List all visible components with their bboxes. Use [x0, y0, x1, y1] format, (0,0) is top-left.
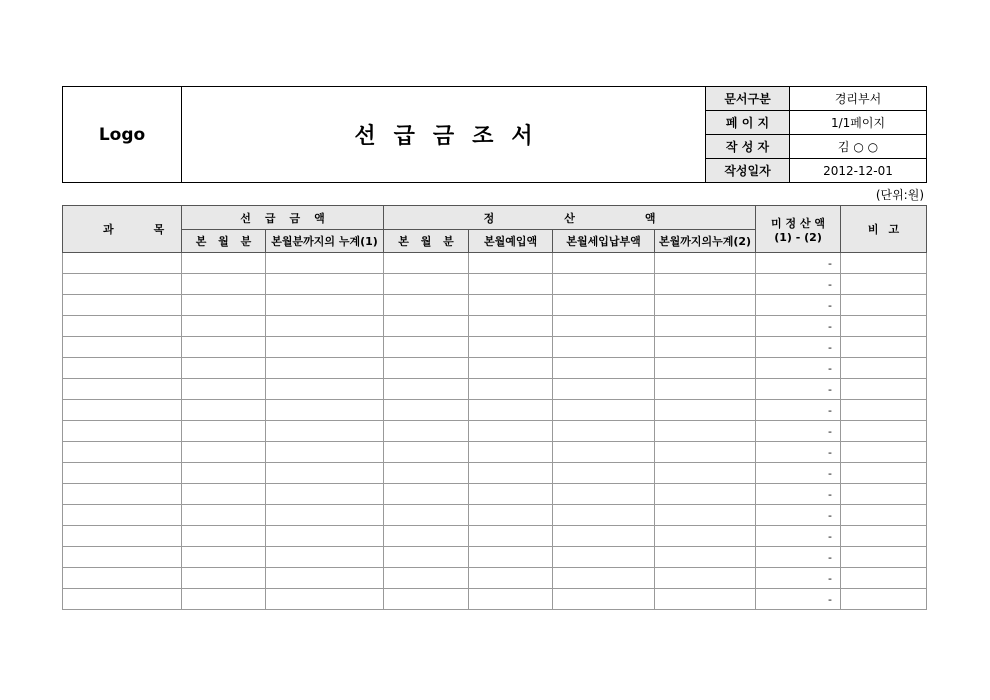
table-cell[interactable]: [266, 337, 384, 358]
table-cell[interactable]: [266, 253, 384, 274]
table-cell[interactable]: [182, 463, 266, 484]
table-cell[interactable]: [469, 442, 553, 463]
table-cell[interactable]: [469, 274, 553, 295]
table-cell[interactable]: [553, 568, 655, 589]
table-cell[interactable]: [655, 358, 756, 379]
table-cell[interactable]: [266, 526, 384, 547]
table-cell[interactable]: [384, 358, 469, 379]
table-cell[interactable]: [469, 484, 553, 505]
table-cell[interactable]: [182, 274, 266, 295]
table-cell[interactable]: [182, 337, 266, 358]
table-cell[interactable]: [182, 400, 266, 421]
table-cell[interactable]: [553, 253, 655, 274]
unsettled-cell[interactable]: -: [756, 295, 841, 316]
table-cell[interactable]: [841, 421, 927, 442]
unsettled-cell[interactable]: -: [756, 463, 841, 484]
table-cell[interactable]: [63, 547, 182, 568]
table-cell[interactable]: [655, 253, 756, 274]
table-row: [63, 442, 927, 463]
table-cell[interactable]: [469, 505, 553, 526]
table-cell[interactable]: [63, 274, 182, 295]
table-cell[interactable]: [469, 421, 553, 442]
table-cell[interactable]: [553, 442, 655, 463]
table-cell[interactable]: [182, 358, 266, 379]
header-table: [62, 86, 927, 183]
logo: Logo: [63, 87, 182, 183]
table-cell[interactable]: [384, 337, 469, 358]
meta-value-date: 2012-12-01: [790, 159, 927, 183]
group-settlement-amount: 정산액: [384, 206, 756, 230]
unsettled-cell[interactable]: -: [756, 253, 841, 274]
table-cell[interactable]: [266, 274, 384, 295]
table-cell[interactable]: [841, 379, 927, 400]
table-cell[interactable]: [63, 442, 182, 463]
table-cell[interactable]: [384, 442, 469, 463]
table-cell[interactable]: [841, 589, 927, 610]
unit-note: (단위:원): [875, 188, 924, 202]
table-row: [63, 463, 927, 484]
sub-settlement-deposit: 본월예입액: [469, 230, 553, 253]
table-row: [63, 547, 927, 568]
table-cell[interactable]: [469, 589, 553, 610]
table-cell[interactable]: [655, 463, 756, 484]
table-cell[interactable]: [655, 274, 756, 295]
table-cell[interactable]: [469, 253, 553, 274]
table-cell[interactable]: [182, 421, 266, 442]
table-cell[interactable]: [469, 316, 553, 337]
table-cell[interactable]: [266, 568, 384, 589]
table-cell[interactable]: [553, 400, 655, 421]
unsettled-cell[interactable]: -: [756, 358, 841, 379]
advance-payment-table: [62, 205, 927, 610]
meta-label-date: 작성일자: [706, 159, 790, 183]
table-cell[interactable]: [63, 505, 182, 526]
table-cell[interactable]: [841, 253, 927, 274]
table-cell[interactable]: [182, 295, 266, 316]
table-cell[interactable]: [266, 589, 384, 610]
table-cell[interactable]: [841, 526, 927, 547]
table-cell[interactable]: [841, 568, 927, 589]
table-cell[interactable]: [655, 295, 756, 316]
table-row: [63, 358, 927, 379]
table-cell[interactable]: [182, 568, 266, 589]
table-cell[interactable]: [553, 547, 655, 568]
table-cell[interactable]: [841, 337, 927, 358]
table-row: [63, 316, 927, 337]
table-cell[interactable]: [553, 316, 655, 337]
unsettled-cell[interactable]: -: [756, 442, 841, 463]
table-cell[interactable]: [63, 316, 182, 337]
sub-advance-cumulative: 본월분까지의 누계(1): [266, 230, 384, 253]
meta-label-author: 작 성 자: [706, 135, 790, 159]
table-cell[interactable]: [384, 295, 469, 316]
table-cell[interactable]: [384, 253, 469, 274]
table-cell[interactable]: [841, 484, 927, 505]
table-cell[interactable]: [841, 400, 927, 421]
table-cell[interactable]: [553, 463, 655, 484]
table-cell[interactable]: [182, 379, 266, 400]
meta-value-doc-type: 경리부서: [790, 87, 927, 111]
table-cell[interactable]: [655, 400, 756, 421]
sub-settlement-tax-payment: 본월세입납부액: [553, 230, 655, 253]
document-title: 선급금조서: [182, 87, 706, 183]
table-cell[interactable]: [655, 337, 756, 358]
unsettled-cell[interactable]: -: [756, 484, 841, 505]
col-remarks: 비고: [841, 206, 927, 253]
table-cell[interactable]: [655, 505, 756, 526]
meta-value-author: 김 ○ ○: [790, 135, 927, 159]
table-cell[interactable]: [841, 295, 927, 316]
table-cell[interactable]: [63, 589, 182, 610]
table-cell[interactable]: [266, 421, 384, 442]
table-cell[interactable]: [553, 505, 655, 526]
table-cell[interactable]: [182, 547, 266, 568]
sub-advance-this-month: 본 월 분: [182, 230, 266, 253]
table-cell[interactable]: [841, 505, 927, 526]
table-cell[interactable]: [655, 568, 756, 589]
table-cell[interactable]: [469, 379, 553, 400]
unsettled-cell[interactable]: -: [756, 274, 841, 295]
table-cell[interactable]: [841, 358, 927, 379]
table-cell[interactable]: [266, 505, 384, 526]
table-cell[interactable]: [266, 316, 384, 337]
unsettled-cell[interactable]: -: [756, 337, 841, 358]
meta-label-doc-type: 문서구분: [706, 87, 790, 111]
table-row: [63, 589, 927, 610]
table-cell[interactable]: [63, 463, 182, 484]
table-cell[interactable]: [553, 379, 655, 400]
table-cell[interactable]: [841, 316, 927, 337]
table-cell[interactable]: [63, 568, 182, 589]
table-row: [63, 421, 927, 442]
col-subject: 과목: [63, 206, 182, 253]
table-row: [63, 295, 927, 316]
table-cell[interactable]: [841, 442, 927, 463]
sub-settlement-cumulative: 본월까지의누계(2): [655, 230, 756, 253]
unsettled-cell[interactable]: -: [756, 526, 841, 547]
table-cell[interactable]: [469, 568, 553, 589]
table-cell[interactable]: [384, 379, 469, 400]
unsettled-cell[interactable]: -: [756, 400, 841, 421]
table-cell[interactable]: [553, 274, 655, 295]
col-unsettled-formula: (1) - (2): [774, 230, 822, 244]
table-cell[interactable]: [553, 421, 655, 442]
table-cell[interactable]: [266, 400, 384, 421]
table-row: [63, 568, 927, 589]
table-cell[interactable]: [469, 547, 553, 568]
table-cell[interactable]: [655, 484, 756, 505]
table-cell[interactable]: [553, 484, 655, 505]
table-cell[interactable]: [469, 358, 553, 379]
table-row: [63, 400, 927, 421]
group-advance-amount: 선급금액: [182, 206, 384, 230]
table-cell[interactable]: [384, 400, 469, 421]
table-cell[interactable]: [182, 526, 266, 547]
table-cell[interactable]: [553, 589, 655, 610]
table-cell[interactable]: [63, 400, 182, 421]
unsettled-cell[interactable]: -: [756, 505, 841, 526]
table-row: [63, 379, 927, 400]
unsettled-cell[interactable]: -: [756, 547, 841, 568]
table-cell[interactable]: [266, 358, 384, 379]
meta-label-page: 페 이 지: [706, 111, 790, 135]
table-cell[interactable]: [655, 547, 756, 568]
table-cell[interactable]: [384, 589, 469, 610]
table-cell[interactable]: [655, 442, 756, 463]
sub-settlement-this-month: 본 월 분: [384, 230, 469, 253]
table-row: [63, 505, 927, 526]
table-cell[interactable]: [384, 484, 469, 505]
col-unsettled-label: 미 정 산 액: [771, 216, 826, 230]
table-cell[interactable]: [841, 547, 927, 568]
table-body: [63, 253, 927, 610]
unsettled-cell[interactable]: -: [756, 421, 841, 442]
table-cell[interactable]: [384, 505, 469, 526]
table-cell[interactable]: [469, 295, 553, 316]
table-row: [63, 274, 927, 295]
table-cell[interactable]: [655, 589, 756, 610]
table-row: [63, 253, 927, 274]
table-cell[interactable]: [182, 589, 266, 610]
table-cell[interactable]: [841, 274, 927, 295]
table-cell[interactable]: [63, 358, 182, 379]
table-cell[interactable]: [182, 442, 266, 463]
col-unsettled: [756, 206, 841, 253]
table-row: [63, 526, 927, 547]
table-cell[interactable]: [841, 463, 927, 484]
table-cell[interactable]: [266, 547, 384, 568]
table-cell[interactable]: [384, 421, 469, 442]
table-cell[interactable]: [63, 421, 182, 442]
table-cell[interactable]: [384, 316, 469, 337]
table-cell[interactable]: [266, 463, 384, 484]
table-cell[interactable]: [182, 484, 266, 505]
unsettled-cell[interactable]: -: [756, 568, 841, 589]
table-cell[interactable]: [63, 379, 182, 400]
table-cell[interactable]: [266, 442, 384, 463]
table-cell[interactable]: [266, 379, 384, 400]
table-cell[interactable]: [384, 568, 469, 589]
table-cell[interactable]: [469, 337, 553, 358]
table-row: [63, 484, 927, 505]
table-cell[interactable]: [655, 316, 756, 337]
table-cell[interactable]: [655, 526, 756, 547]
table-cell[interactable]: [182, 505, 266, 526]
table-cell[interactable]: [553, 358, 655, 379]
table-cell[interactable]: [63, 337, 182, 358]
unsettled-cell[interactable]: -: [756, 316, 841, 337]
table-cell[interactable]: [655, 421, 756, 442]
table-cell[interactable]: [384, 463, 469, 484]
table-cell[interactable]: [182, 316, 266, 337]
table-cell[interactable]: [384, 274, 469, 295]
meta-value-page: 1/1페이지: [790, 111, 927, 135]
table-cell[interactable]: [63, 526, 182, 547]
table-cell[interactable]: [182, 253, 266, 274]
table-cell[interactable]: [469, 463, 553, 484]
table-cell[interactable]: [384, 526, 469, 547]
table-cell[interactable]: [63, 295, 182, 316]
table-cell[interactable]: [63, 253, 182, 274]
table-cell[interactable]: [469, 526, 553, 547]
unsettled-cell[interactable]: -: [756, 379, 841, 400]
table-cell[interactable]: [384, 547, 469, 568]
table-row: [63, 337, 927, 358]
table-cell[interactable]: [266, 484, 384, 505]
table-cell[interactable]: [553, 526, 655, 547]
table-cell[interactable]: [553, 295, 655, 316]
table-cell[interactable]: [63, 484, 182, 505]
table-cell[interactable]: [469, 400, 553, 421]
table-cell[interactable]: [266, 295, 384, 316]
table-cell[interactable]: [655, 379, 756, 400]
unsettled-cell[interactable]: -: [756, 589, 841, 610]
table-cell[interactable]: [553, 337, 655, 358]
